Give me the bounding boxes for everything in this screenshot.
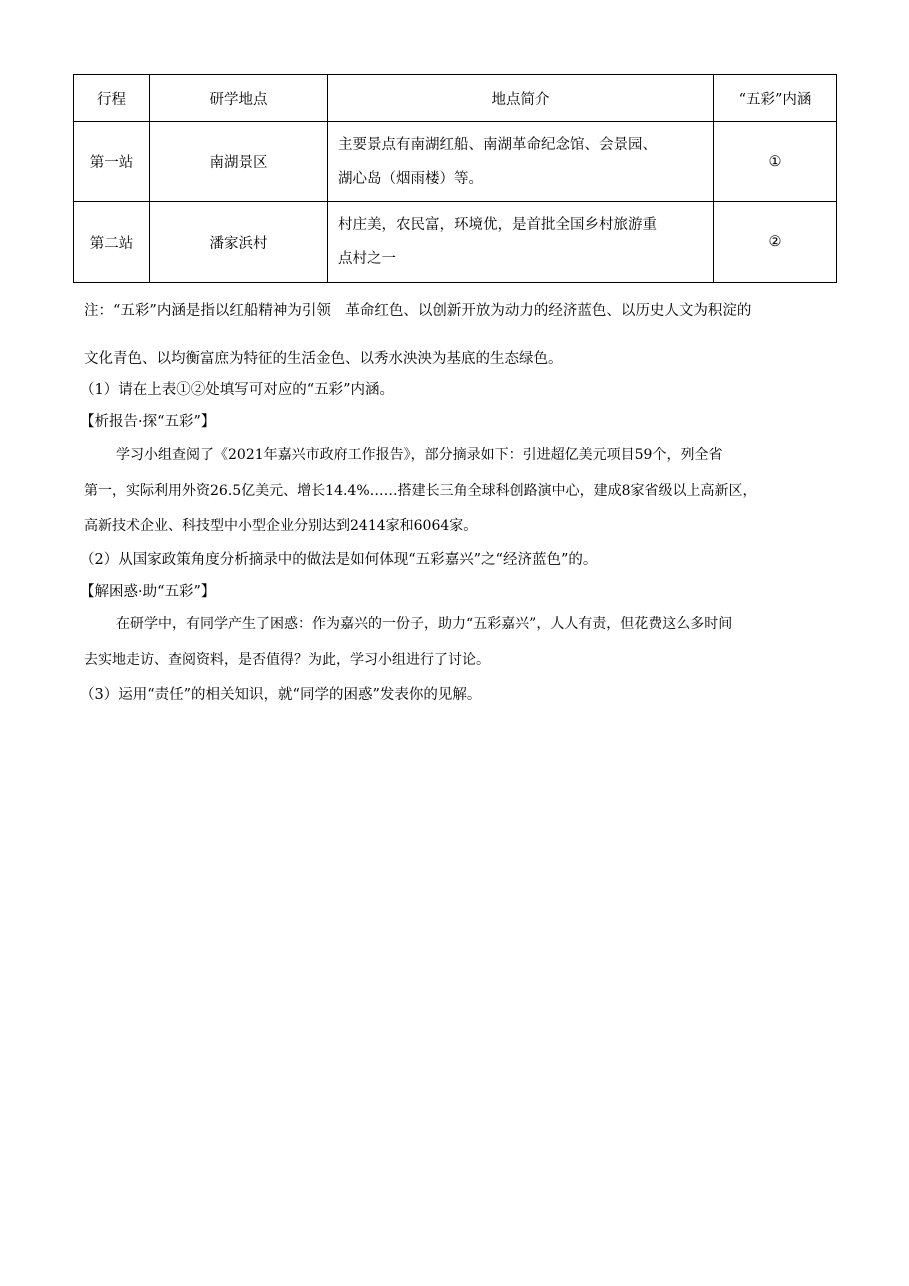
cell-meaning-blank: ① xyxy=(714,122,837,202)
cell-place: 南湖景区 xyxy=(150,122,328,202)
header-description: 地点简介 xyxy=(328,75,714,122)
header-meaning: “五彩”内涵 xyxy=(714,75,837,122)
description-line: 村庄美，农民富，环境优，是首批全国乡村旅游重 xyxy=(338,217,657,233)
report-paragraph-line: 学习小组查阅了《2021年嘉兴市政府工作报告》，部分摘录如下：引进超亿美元项目59个，列全省 xyxy=(116,447,723,463)
section-heading-report: 【析报告·探“五彩”】 xyxy=(80,414,216,430)
report-paragraph-line: 高新技术企业、科技型中小型企业分别达到2414家和6064家。 xyxy=(84,518,478,534)
table-header-row xyxy=(74,75,837,122)
cell-description xyxy=(328,122,714,202)
description-line: 湖心岛（烟雨楼）等。 xyxy=(338,170,483,187)
report-paragraph-line: 第一，实际利用外资26.5亿美元、增长14.4%……搭建长三角全球科创路演中心，建成8家省级以上高新区， xyxy=(84,483,757,499)
question-2: （2）从国家政策角度分析摘录中的做法是如何体现“五彩嘉兴”之“经济蓝色”的。 xyxy=(80,552,598,568)
confusion-paragraph-line: 去实地走访、查阅资料，是否值得？为此，学习小组进行了讨论。 xyxy=(84,652,490,668)
description-line: 点村之一 xyxy=(338,251,396,267)
cell-meaning-blank: ② xyxy=(714,202,837,283)
header-stop: 行程 xyxy=(74,75,150,122)
cell-description xyxy=(328,202,714,283)
table-row xyxy=(74,202,837,283)
cell-stop: 第一站 xyxy=(74,122,150,202)
question-1: （1）请在上表①②处填写可对应的“五彩”内涵。 xyxy=(80,382,395,398)
confusion-paragraph-line: 在研学中，有同学产生了困惑：作为嘉兴的一份子，助力“五彩嘉兴”，人人有责，但花费这么多时间 xyxy=(116,616,733,632)
cell-place: 潘家浜村 xyxy=(150,202,328,283)
description-line: 主要景点有南湖红船、南湖革命纪念馆、会景园、 xyxy=(338,136,657,153)
study-trip-table xyxy=(73,74,837,283)
table-row xyxy=(74,122,837,202)
header-place: 研学地点 xyxy=(150,75,328,122)
question-3: （3）运用“责任”的相关知识，就“同学的困惑”发表你的见解。 xyxy=(80,687,482,703)
note-line: 注：“五彩”内涵是指以红船精神为引领 革命红色、以创新开放为动力的经济蓝色、以历史人文为积淀的 xyxy=(84,303,752,319)
cell-stop: 第二站 xyxy=(74,202,150,283)
note-line: 文化青色、以均衡富庶为特征的生活金色、以秀水泱泱为基底的生态绿色。 xyxy=(84,351,563,367)
section-heading-confusion: 【解困惑·助“五彩”】 xyxy=(80,584,216,600)
